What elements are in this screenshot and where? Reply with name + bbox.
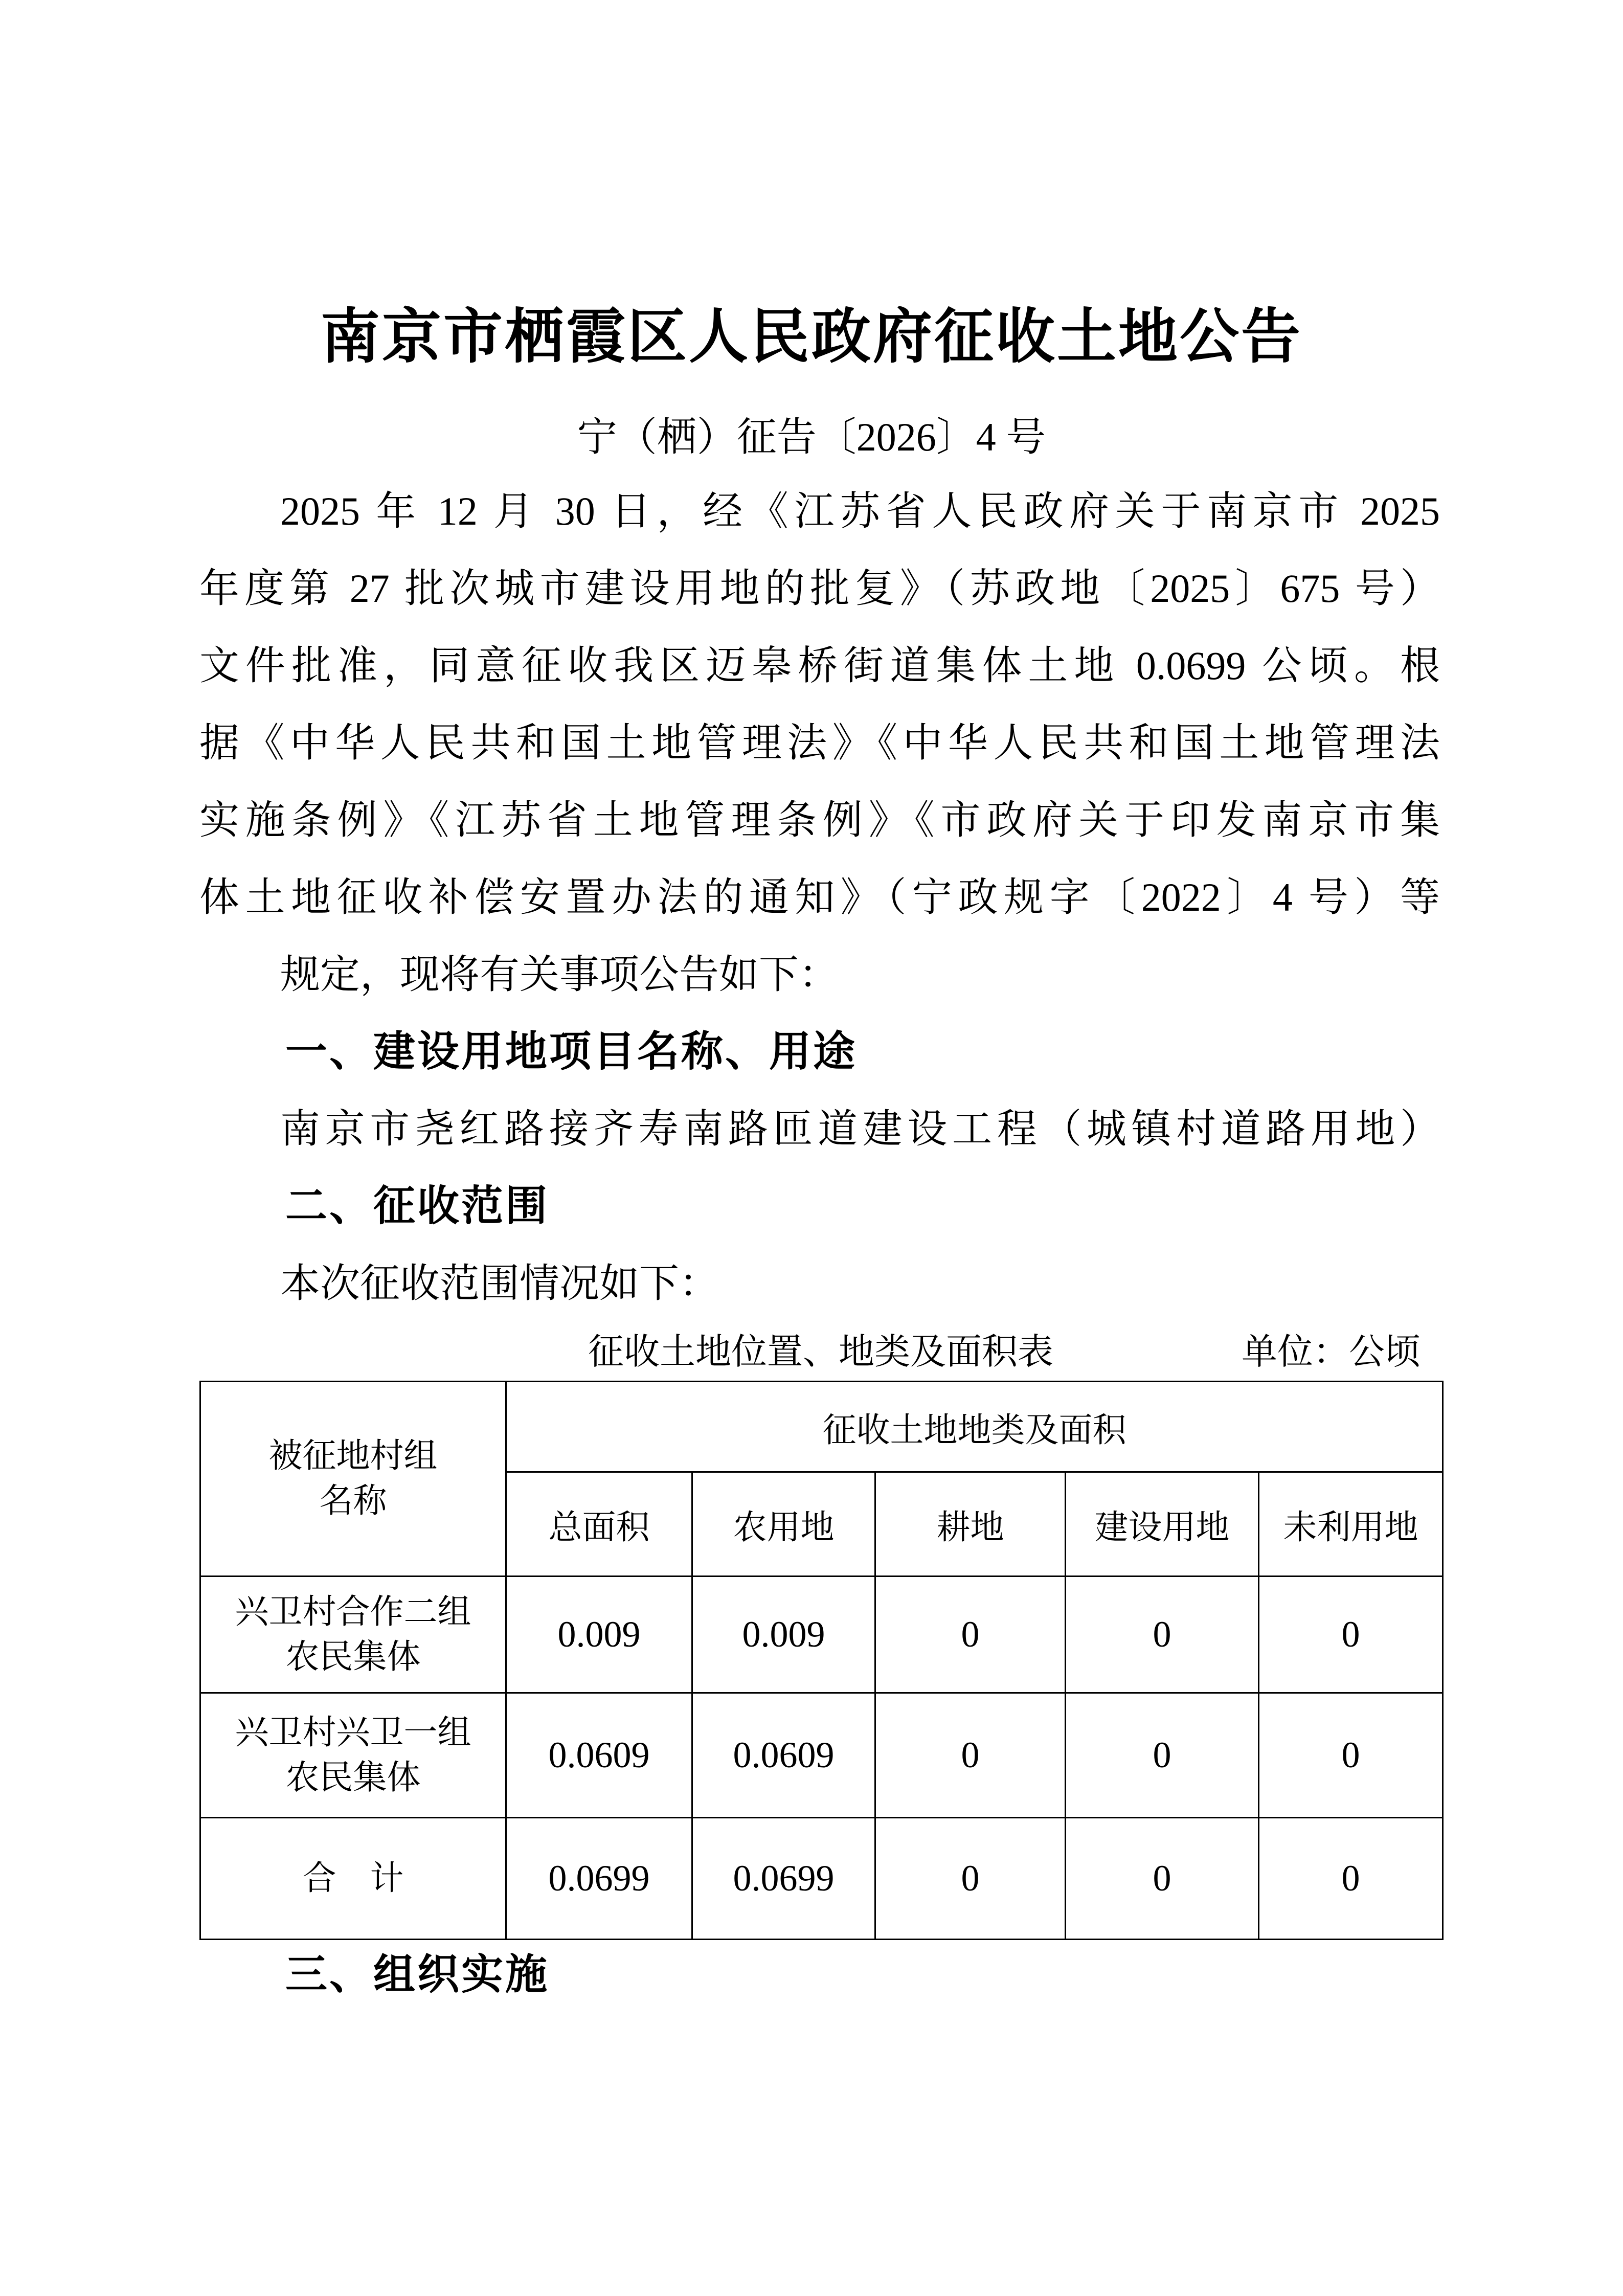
column-header-farmland: 农用地 [692,1472,875,1577]
value-cell: 0 [875,1577,1066,1693]
document-number: 宁（栖）征告〔2026〕4 号 [577,415,1046,459]
village-name-line1: 兴卫村兴卫一组 [235,1714,471,1751]
land-area-table [199,1381,1444,1940]
value-cell: 0 [1259,1577,1443,1693]
village-name-cell [200,1577,506,1693]
body-line-1: 2025 年 12 月 30 日，经《江苏省人民政府关于南京市 2025 [280,489,1440,533]
section-one-heading: 一、建设用地项目名称、用途 [285,1028,858,1075]
table-header-row-1 [200,1382,1443,1472]
unit-label: 单位：公顷 [1242,1333,1421,1372]
value-cell: 0 [1066,1818,1259,1940]
total-label: 合 计 [302,1859,404,1897]
value-cell: 0 [1066,1693,1259,1818]
document-title: 南京市栖霞区人民政府征收土地公告 [321,305,1302,370]
value-cell: 0 [1066,1577,1259,1693]
value-cell: 0.0609 [692,1693,875,1818]
table-row [200,1693,1443,1818]
body-text [199,472,1440,1322]
span-header: 征收土地地类及面积 [506,1382,1443,1472]
value-cell: 0 [875,1818,1066,1940]
value-cell: 0.0609 [506,1693,692,1818]
body-line-11: 本次征收范围情况如下： [280,1261,719,1305]
column-header-construction: 建设用地 [1066,1472,1259,1577]
project-name-line: 南京市尧红路接齐寿南路匝道建设工程（城镇村道路用地） [280,1107,1440,1151]
village-header-line2: 名称 [319,1482,387,1520]
body-line-7: 规定，现将有关事项公告如下： [280,952,839,997]
body-line-4: 据《中华人民共和国土地管理法》《中华人民共和国土地管理法 [199,721,1440,765]
table-caption-row [199,1327,1442,1378]
value-cell: 0 [1259,1693,1443,1818]
total-label-cell [200,1818,506,1940]
body-line-6: 体土地征收补偿安置办法的通知》（宁政规字〔2022〕4 号）等 [199,875,1440,919]
column-header-total: 总面积 [506,1472,692,1577]
village-name-line2: 农民集体 [285,1638,421,1676]
section-two-heading: 二、征收范围 [285,1183,550,1229]
body-line-3: 文件批准，同意征收我区迈皋桥街道集体土地 0.0699 公顷。根 [199,643,1440,688]
value-cell: 0 [1259,1818,1443,1940]
table-caption: 征收土地位置、地类及面积表 [588,1333,1053,1372]
value-cell: 0.0699 [692,1818,875,1940]
body-line-5: 实施条例》《江苏省土地管理条例》《市政府关于印发南京市集 [199,798,1440,842]
value-cell: 0.009 [692,1577,875,1693]
column-header-unused: 未利用地 [1259,1472,1443,1577]
section-three-heading: 三、组织实施 [285,1951,550,1998]
village-column-header [200,1382,506,1577]
village-name-cell [200,1693,506,1818]
village-name-line2: 农民集体 [285,1759,421,1796]
column-header-cultivated: 耕地 [875,1472,1066,1577]
value-cell: 0.009 [506,1577,692,1693]
value-cell: 0 [875,1693,1066,1818]
village-header-line1: 被征地村组 [268,1437,438,1475]
body-line-2: 年度第 27 批次城市建设用地的批复》（苏政地〔2025〕675 号） [199,566,1440,611]
table-row [200,1577,1443,1693]
table-row-total [200,1818,1443,1940]
village-name-line1: 兴卫村合作二组 [235,1593,471,1631]
value-cell: 0.0699 [506,1818,692,1940]
